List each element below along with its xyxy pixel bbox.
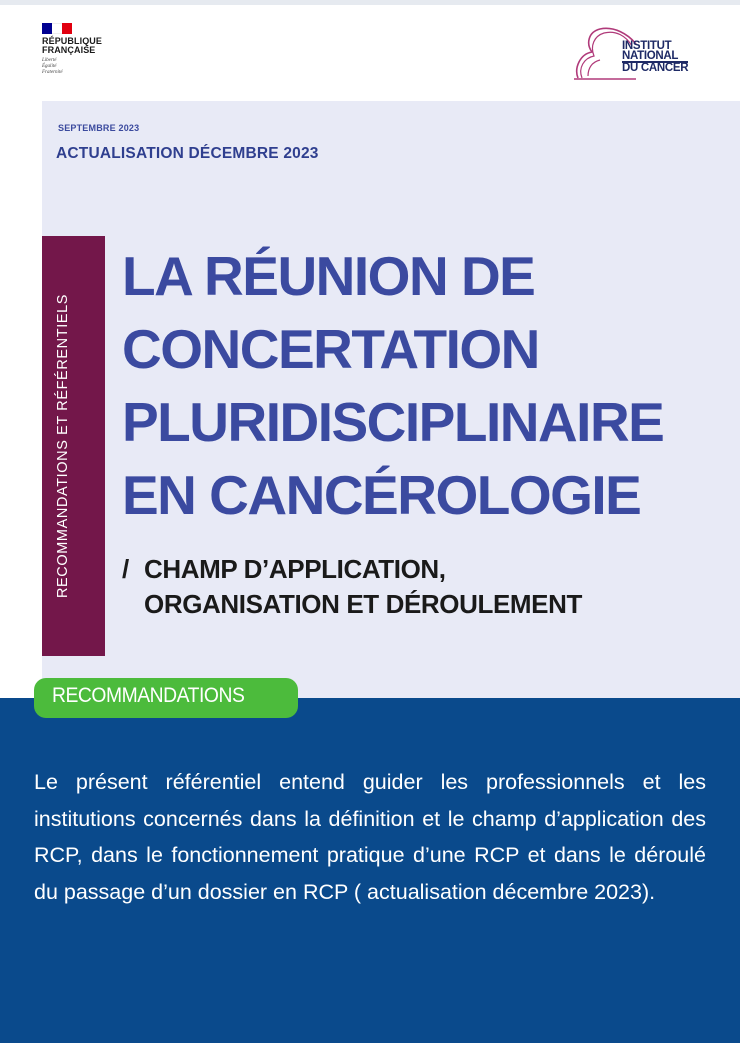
title-line-3: PLURIDISCIPLINAIRE (122, 391, 664, 453)
update-label: ACTUALISATION DÉCEMBRE 2023 (56, 145, 319, 162)
inca-logo (572, 24, 702, 82)
title-line-4: EN CANCÉROLOGIE (122, 464, 641, 526)
inca-line-1: INSTITUT (622, 40, 672, 52)
republique-motto: Liberté Égalité Fraternité (42, 58, 63, 75)
francaise-line: FRANÇAISE (42, 45, 96, 55)
title-line-1: LA RÉUNION DE (122, 245, 535, 307)
cover-left-margin (0, 101, 42, 698)
subtitle-slash: / (122, 554, 129, 584)
republique-line: RÉPUBLIQUE (42, 36, 103, 46)
subtitle-line-2: ORGANISATION ET DÉROULEMENT (144, 589, 582, 619)
title-line-2: CONCERTATION (122, 318, 539, 380)
publication-date: SEPTEMBRE 2023 (58, 123, 140, 133)
inca-line-2: NATIONAL (622, 50, 679, 62)
inca-line-3: DU CANCER (622, 62, 689, 74)
side-label (42, 236, 84, 656)
side-label-text: RECOMMANDATIONS ET RÉFÉRENTIELS (55, 293, 71, 599)
document-title (122, 240, 732, 532)
republique-francaise-logo (42, 23, 122, 76)
summary-description: Le présent référentiel entend guider les professionnels et les institutions concernés dans la définition et le champ d’application des RCP, dans le fonctionnement pratique d’une RCP et dans le déroulé du passage d’un dossier en RCP ( actualisation décembre 2023). (34, 770, 706, 904)
marianne-flag-icon (42, 23, 72, 34)
document-subtitle (122, 552, 722, 622)
subtitle-line-1: / CHAMP D’APPLICATION, (122, 552, 722, 587)
recommandations-badge (34, 678, 298, 718)
inca-wordmark (622, 41, 688, 73)
recommandations-badge-label: RECOMMANDATIONS (52, 684, 245, 707)
